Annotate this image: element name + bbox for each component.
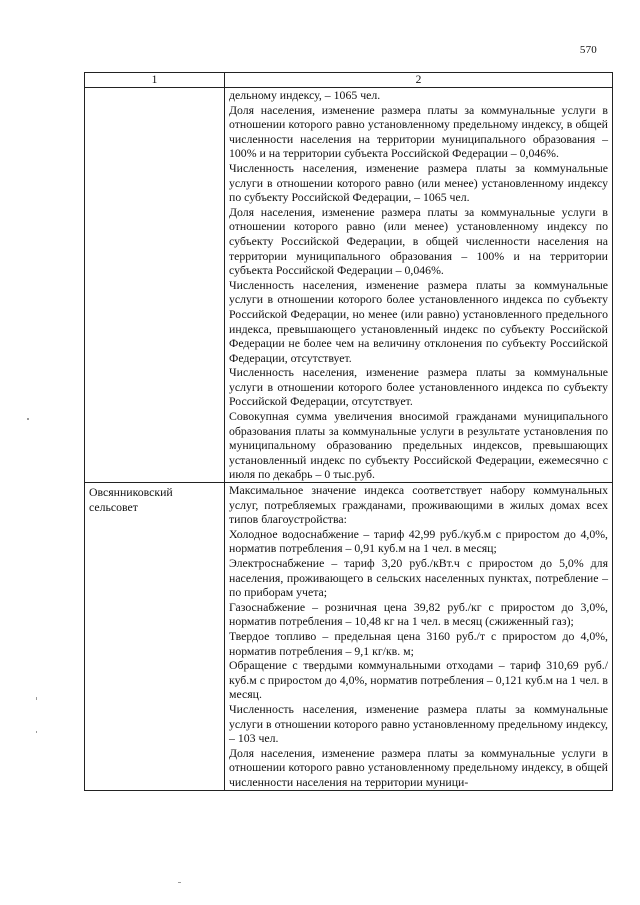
- table-header-row: [85, 73, 613, 88]
- paragraph: Максимальное значение индекса соответствует набору коммунальных услуг, потребляемых гражданами, проживающими в жилых домах всех типов благоустройства:: [229, 483, 608, 527]
- paragraph: Численность населения, изменение размера платы за коммунальные услуги в отношении которого равно (или менее) установленному индексу по субъекту Российской Федерации, – 1065 чел.: [229, 160, 608, 205]
- table-row: [85, 88, 613, 483]
- paragraph: Доля населения, изменение размера платы за коммунальные услуги в отношении которого равно установленному предельному индексу, в общей численности населения на территории муници-: [229, 745, 608, 789]
- description-cell: [225, 88, 613, 483]
- data-table: [84, 72, 613, 791]
- paragraph: дельному индексу, – 1065 чел.: [229, 88, 381, 102]
- paragraph: Доля населения, изменение размера платы за коммунальные услуги в отношении которого равно (или менее) установленному индексу по субъекту Российской Федерации, в общей численности населения на территории муниципального образования – 100% и на территории субъекта Российской Федерации – 0,046%.: [229, 204, 608, 278]
- column-header-1: 1: [85, 73, 225, 88]
- paragraph: Твердое топливо – предельная цена 3160 руб./т с приростом до 4,0%, норматив потребления – 9,1 кг/кв. м;: [229, 628, 608, 658]
- paragraph: Газоснабжение – розничная цена 39,82 руб./кг с приростом до 3,0%, норматив потребления – 10,48 кг на 1 чел. в месяц (сжиженный газ);: [229, 599, 608, 629]
- paragraph: Численность населения, изменение размера платы за коммунальные услуги в отношении которого равно установленному предельному индексу, – 103 чел.: [229, 701, 608, 746]
- paragraph: Электроснабжение – тариф 3,20 руб./кВт.ч с приростом до 5,0% для населения, проживающего в сельских населенных пунктах, потребление – по приборам учета;: [229, 556, 608, 600]
- scan-speck: [27, 418, 29, 420]
- paragraph: Доля населения, изменение размера платы за коммунальные услуги в отношении которого равно установленному предельному индексу, в общей численности населения на территории муниципального образования – 100% и на территории субъекта Российской Федерации – 0,046%.: [229, 102, 608, 161]
- page-number: 570: [579, 44, 597, 56]
- scan-speck: [36, 697, 37, 700]
- municipality-name: [85, 88, 225, 483]
- paragraph: Численность населения, изменение размера платы за коммунальные услуги в отношении которого более установленного индекса по субъекту Российской Федерации, но менее (или равно) установленного предельного индекса, превышающего установленный индекс по субъекту Российской Федерации не более чем на величину отклонения по субъекту Российской Федерации, отсутствует.: [229, 277, 608, 365]
- paragraph: Численность населения, изменение размера платы за коммунальные услуги в отношении которого более установленного индекса по субъекту Российской Федерации, отсутствует.: [229, 365, 608, 409]
- paragraph: Обращение с твердыми коммунальными отходами – тариф 310,69 руб./куб.м с приростом до 4,0%, норматив потребления – 0,121 куб.м на 1 чел. в месяц.: [229, 658, 608, 702]
- scan-speck: [178, 882, 181, 883]
- scan-speck: [36, 731, 37, 733]
- municipality-name: Овсянниковский сельсовет: [85, 483, 225, 790]
- paragraph: Холодное водоснабжение – тариф 42,99 руб./куб.м с приростом до 4,0%, норматив потребления – 0,91 куб.м на 1 чел. в месяц;: [229, 526, 608, 556]
- description-cell: [225, 483, 613, 790]
- paragraph: Совокупная сумма увеличения вносимой гражданами муниципального образования платы за коммунальные услуги в результате установления по муниципальному образованию предельных индексов, превышающих установленный индекс по субъекту Российской Федерации, ежемесячно с июля по декабрь – 0 тыс.руб.: [229, 409, 608, 482]
- table-row: [85, 483, 613, 790]
- column-header-2: 2: [225, 73, 613, 88]
